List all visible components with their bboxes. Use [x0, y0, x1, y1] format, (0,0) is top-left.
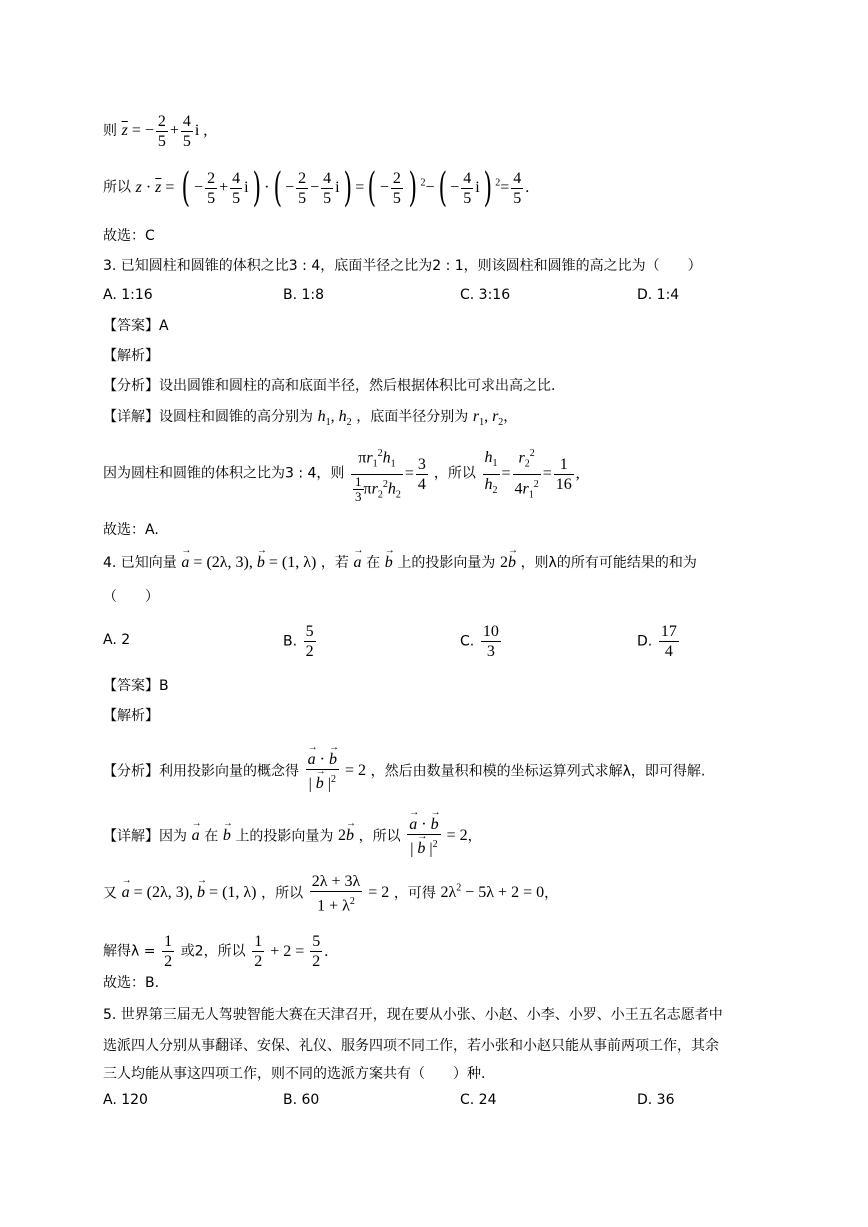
q4-you-line: 又 → a = (2λ, 3), → b = (1, λ) ，所以 $\frac{2\lambda + 3\lambda}{1 + \lambda^2}$ = 2 ，可得 $2\lambda^2 - 5\lambda + 2 = 0$，: [103, 872, 558, 915]
q3-volume-ratio-line: 因为圆柱和圆锥的体积之比为3 : 4，则 $\pi r_1^2h_1$ $\frac{1}{3}$ $\pi r_2^2h_2$ = $\frac{3}{4}$ ，所以 $\frac{h_1}{h_2}$ = $\frac{r_2^2}{4r_1^2}$ = $\frac{1}{16}$ ,: [103, 444, 580, 504]
q3-analysis-label: 【解析】: [103, 348, 159, 364]
product-line: 所以 $z \cdot \overline{z}$ = ( − $\frac{2}{5}$ + $\frac{4}{5}$ i) ·( − $\frac{2}{5}$ − $\frac{4}{5}$ i) =( − $\frac{2}{5}$ ) $^2$−( − $\frac{4}{5}$ i) $^2$= $\frac{4}{5}$ .: [103, 165, 530, 211]
q3-volume-fraction: $\pi r_1^2h_1$ $\frac{1}{3}$ $\pi r_2^2h_2$ = $\frac{3}{4}$: [349, 465, 434, 482]
q5-stem-line2: 选派四人分别从事翻译、安保、礼仪、服务四项不同工作，若小张和小赵只能从事前两项工作，其余: [103, 1038, 719, 1054]
q4-xiangjie: 【详解】因为 → a 在 → b 上的投影向量为 2→ b ，所以 → $\frac{a \cdot \to b}{| \to b |^2}$ = 2，: [103, 815, 482, 858]
q4-option-a: A. 2: [103, 632, 131, 648]
q4-solve-line: 解得λ = $\frac{1}{2}$ 或2，所以 $\frac{1}{2}$ + 2 = $\frac{5}{2}$ .: [103, 933, 329, 971]
conjugate-expression: $\overline{z}$ = − $\frac{2}{5}$ + $\frac{4}{5}$ i ,: [121, 113, 208, 150]
q3-option-a: A. 1:16: [103, 287, 153, 303]
q5-option-c: C. 24: [460, 1092, 497, 1108]
q4-analysis-label: 【解析】: [103, 708, 159, 724]
q3-option-b: B. 1:8: [283, 287, 325, 303]
q4-answer: 【答案】B: [103, 678, 169, 694]
q3-option-d: D. 1:4: [637, 287, 680, 303]
q4-option-b: B. $\frac{5}{2}$: [283, 623, 314, 660]
product-expression: $z \cdot \overline{z}$ = ( − $\frac{2}{5}$ + $\frac{4}{5}$ i) ·( − $\frac{2}{5}$ − $\frac{4}{5}$ i) =( − $\frac{2}{5}$ ) $^2$−( − $\frac{4}{5}$ i) $^2$= $\frac{4}{5}$ .: [135, 165, 530, 211]
q4-option-d: D. $\frac{17}{4}$: [637, 623, 677, 660]
q4-option-c: C. $\frac{10}{3}$: [460, 623, 499, 660]
q4-fenxi: 【分析】利用投影向量的概念得 → $\frac{a \cdot \to b}{| \to b |^2}$ = 2 ，然后由数量积和模的坐标运算列式求解λ，即可得解.: [103, 750, 705, 793]
q3-option-c: C. 3:16: [460, 287, 511, 303]
q3-stem: 3. 已知圆柱和圆锥的体积之比3 : 4，底面半径之比为2 : 1，则该圆柱和圆锥的高之比为（ ）: [103, 258, 702, 274]
q5-stem-line1: 5. 世界第三届无人驾驶智能大赛在天津召开，现在要从小张、小赵、小李、小罗、小王五名志愿者中: [103, 1007, 723, 1023]
q3-xiangjie: 【详解】设圆柱和圆锥的高分别为 $h_1$, $h_2$ ，底面半径分别为 $r_1$, $r_2$，: [103, 408, 518, 429]
q5-option-d: D. 36: [637, 1092, 675, 1108]
q5-option-a: A. 120: [103, 1092, 148, 1108]
q5-option-b: B. 60: [283, 1092, 320, 1108]
q3-fenxi: 【分析】设出圆锥和圆柱的高和底面半径，然后根据体积比可求出高之比.: [103, 378, 556, 394]
q3-height-ratio: $\frac{h_1}{h_2}$ = $\frac{r_2^2}{4r_1^2}$ = $\frac{1}{16}$ ,: [481, 465, 580, 482]
q5-stem-line3: 三人均能从事这四项工作，则不同的选派方案共有（ ）种.: [103, 1066, 486, 1082]
q4-stem: 4. 已知向量 → a = (2λ, 3), → b = (1, λ) ，若 → a 在 → b 上的投影向量为 2→ b ，则λ的所有可能结果的和为: [103, 553, 697, 573]
q3-answer: 【答案】A: [103, 318, 169, 334]
choice-b-line: 故选：B.: [103, 975, 160, 991]
choice-a-line: 故选：A.: [103, 522, 159, 538]
conjugate-line: 则 $\overline{z}$ = − $\frac{2}{5}$ + $\frac{4}{5}$ i ,: [103, 113, 208, 150]
q4-paren: （ ）: [103, 589, 159, 605]
choice-c-line: 故选：C: [103, 228, 155, 244]
